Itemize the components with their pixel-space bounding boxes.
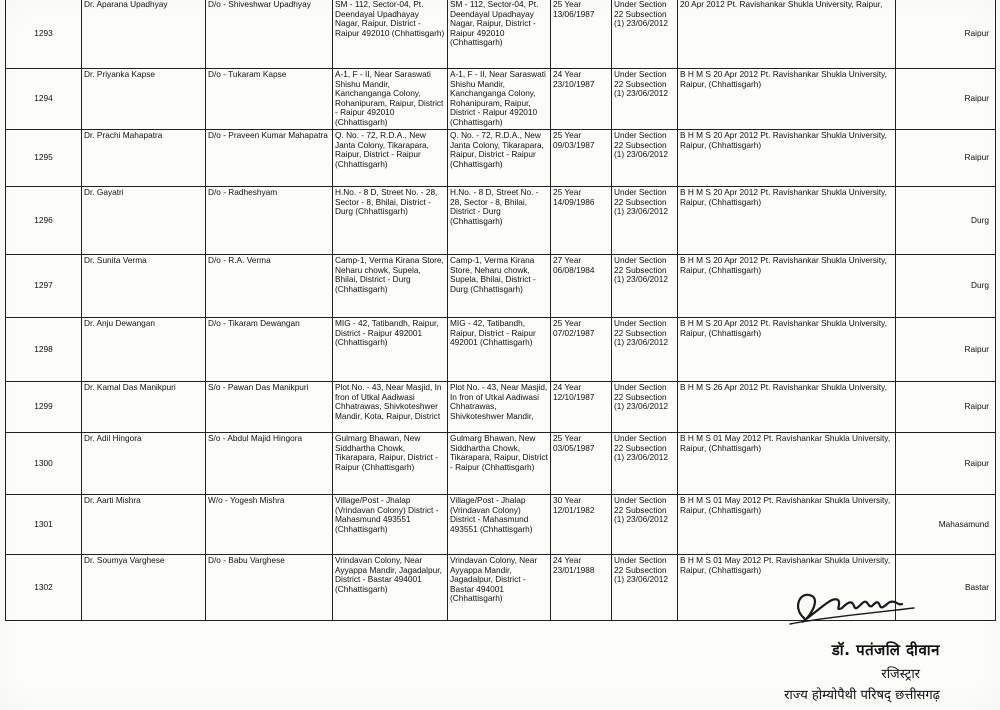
doctor-name-cell: Dr. Prachi Mahapatra <box>82 130 206 187</box>
permanent-address-cell: Camp-1, Verma Kirana Store, Neharu chowk, Supela, Bhilai, District - Durg (Chhattisgarh) <box>333 255 448 318</box>
age-and-dob-cell: 25 Year 03/05/1987 <box>551 433 612 495</box>
qualification-cell: B H M S 01 May 2012 Pt. Ravishankar Shukla University, Raipur, (Chhattisgarh) <box>678 495 896 555</box>
district-cell: Durg <box>896 255 996 318</box>
correspondence-address-cell: SM - 112, Sector-04, Pt. Deendayal Upadhayay Nagar, Raipur, District - Raipur 492010 (Chhattisgarh) <box>448 0 551 69</box>
permanent-address-cell: Q. No. - 72, R.D.A., New Janta Colony, Tikarapara, Raipur, District - Raipur (Chhattisgarh) <box>333 130 448 187</box>
registration-section-cell: Under Section 22 Subsection (1) 23/06/2012 <box>612 0 678 69</box>
qualification-cell: B H M S 20 Apr 2012 Pt. Ravishankar Shukla University, Raipur, (Chhattisgarh) <box>678 318 896 382</box>
correspondence-address-cell: A-1, F - II, Near Saraswati Shishu Mandir, Kanchanganga Colony, Rohanipuram, Raipur, District - Raipur 492010 (Chhattisgarh) <box>448 69 551 130</box>
signatory-name: डॉ. पतंजलि दीवान <box>831 641 940 659</box>
doctor-name-cell: Dr. Aparana Upadhyay <box>82 0 206 69</box>
parent-spouse-name-cell: W/o - Yogesh Mishra <box>206 495 333 555</box>
parent-spouse-name-cell: D/o - Praveen Kumar Mahapatra <box>206 130 333 187</box>
age-and-dob-cell: 30 Year 12/01/1982 <box>551 495 612 555</box>
doctor-name-cell: Dr. Priyanka Kapse <box>82 69 206 130</box>
qualification-cell: B H M S 01 May 2012 Pt. Ravishankar Shukla University, Raipur, (Chhattisgarh) <box>678 555 896 621</box>
district-cell: Bastar <box>896 555 996 621</box>
permanent-address-cell: Village/Post - Jhalap (Vrindavan Colony) District - Mahasmund 493551 (Chhattisgarh) <box>333 495 448 555</box>
row-number-cell: 1293 <box>6 0 82 69</box>
district-cell: Raipur <box>896 0 996 69</box>
qualification-cell: B H M S 20 Apr 2012 Pt. Ravishankar Shukla University, Raipur, (Chhattisgarh) <box>678 187 896 255</box>
row-number-cell: 1297 <box>6 255 82 318</box>
table-row <box>6 318 996 382</box>
correspondence-address-cell: H.No. - 8 D, Street No. - 28, Sector - 8, Bhilai, District - Durg (Chhattisgarh) <box>448 187 551 255</box>
registration-section-cell: Under Section 22 Subsection (1) 23/06/2012 <box>612 130 678 187</box>
district-cell: Raipur <box>896 318 996 382</box>
permanent-address-cell: Gulmarg Bhawan, New Siddhartha Chowk, Tikarapara, Raipur, District - Raipur (Chhattisgarh) <box>333 433 448 495</box>
qualification-cell: 20 Apr 2012 Pt. Ravishankar Shukla University, Raipur, <box>678 0 896 69</box>
parent-spouse-name-cell: D/o - Babu Varghese <box>206 555 333 621</box>
registration-section-cell: Under Section 22 Subsection (1) 23/06/2012 <box>612 382 678 433</box>
doctor-name-cell: Dr. Soumya Varghese <box>82 555 206 621</box>
table-row <box>6 69 996 130</box>
row-number-cell: 1296 <box>6 187 82 255</box>
row-number-cell: 1300 <box>6 433 82 495</box>
doctor-name-cell: Dr. Aarti Mishra <box>82 495 206 555</box>
permanent-address-cell: SM - 112, Sector-04, Pt. Deendayal Upadhayay Nagar, Raipur, District - Raipur 492010 (Chhattisgarh) <box>333 0 448 69</box>
parent-spouse-name-cell: S/o - Abdul Majid Hingora <box>206 433 333 495</box>
permanent-address-cell: MIG - 42, Tatibandh, Raipur, District - Raipur 492001 (Chhattisgarh) <box>333 318 448 382</box>
table-row <box>6 130 996 187</box>
permanent-address-cell: Vrindavan Colony, Near Ayyappa Mandir, Jagadalpur, District - Bastar 494001 (Chhattisgarh) <box>333 555 448 621</box>
correspondence-address-cell: Q. No. - 72, R.D.A., New Janta Colony, Tikarapara, Raipur, District - Raipur (Chhattisgarh) <box>448 130 551 187</box>
parent-spouse-name-cell: D/o - Tukaram Kapse <box>206 69 333 130</box>
correspondence-address-cell: Gulmarg Bhawan, New Siddhartha Chowk, Tikarapara, Raipur, District - Raipur (Chhattisgarh) <box>448 433 551 495</box>
table-row <box>6 495 996 555</box>
parent-spouse-name-cell: D/o - R.A. Verma <box>206 255 333 318</box>
qualification-cell: B H M S 20 Apr 2012 Pt. Ravishankar Shukla University, Raipur, (Chhattisgarh) <box>678 130 896 187</box>
table-row <box>6 187 996 255</box>
signatory-designation: रजिस्ट्रार <box>881 667 920 682</box>
permanent-address-cell: H.No. - 8 D, Street No. - 28, Sector - 8, Bhilai, District - Durg (Chhattisgarh) <box>333 187 448 255</box>
permanent-address-cell: A-1, F - II, Near Saraswati Shishu Mandir, Kanchanganga Colony, Rohanipuram, Raipur, District - Raipur 492010 (Chhattisgarh) <box>333 69 448 130</box>
parent-spouse-name-cell: D/o - Tikaram Dewangan <box>206 318 333 382</box>
age-and-dob-cell: 25 Year 14/09/1986 <box>551 187 612 255</box>
qualification-cell: B H M S 26 Apr 2012 Pt. Ravishankar Shukla University, <box>678 382 896 433</box>
row-number-cell: 1302 <box>6 555 82 621</box>
correspondence-address-cell: Plot No. - 43, Near Masjid, In fron of Utkal Aadiwasi Chhatrawas, Shivkoteshwer Mandir, <box>448 382 551 433</box>
correspondence-address-cell: Camp-1, Verma Kirana Store, Neharu chowk, Supela, Bhilai, District - Durg (Chhattisgarh) <box>448 255 551 318</box>
district-cell: Mahasamund <box>896 495 996 555</box>
registration-section-cell: Under Section 22 Subsection (1) 23/06/2012 <box>612 318 678 382</box>
age-and-dob-cell: 24 Year 23/10/1987 <box>551 69 612 130</box>
registration-section-cell: Under Section 22 Subsection (1) 23/06/2012 <box>612 69 678 130</box>
qualification-cell: B H M S 20 Apr 2012 Pt. Ravishankar Shukla University, Raipur, (Chhattisgarh) <box>678 255 896 318</box>
table-row <box>6 0 996 69</box>
signature-block <box>784 640 940 703</box>
parent-spouse-name-cell: S/o - Pawan Das Manikpuri <box>206 382 333 433</box>
district-cell: Raipur <box>896 69 996 130</box>
registration-section-cell: Under Section 22 Subsection (1) 23/06/2012 <box>612 187 678 255</box>
qualification-cell: B H M S 20 Apr 2012 Pt. Ravishankar Shukla University, Raipur, (Chhattisgarh) <box>678 69 896 130</box>
district-cell: Durg <box>896 187 996 255</box>
doctor-name-cell: Dr. Kamal Das Manikpuri <box>82 382 206 433</box>
age-and-dob-cell: 25 Year 13/06/1987 <box>551 0 612 69</box>
permanent-address-cell: Plot No. - 43, Near Masjid, In fron of Utkal Aadiwasi Chhatrawas, Shivkoteshwer Mandir, Kota, Raipur, District <box>333 382 448 433</box>
doctor-name-cell: Dr. Gayatri <box>82 187 206 255</box>
district-cell: Raipur <box>896 130 996 187</box>
doctor-name-cell: Dr. Adil Hingora <box>82 433 206 495</box>
qualification-cell: B H M S 01 May 2012 Pt. Ravishankar Shukla University, Raipur, (Chhattisgarh) <box>678 433 896 495</box>
table-body <box>6 0 996 621</box>
registration-section-cell: Under Section 22 Subsection (1) 23/06/2012 <box>612 433 678 495</box>
row-number-cell: 1298 <box>6 318 82 382</box>
district-cell: Raipur <box>896 433 996 495</box>
row-number-cell: 1299 <box>6 382 82 433</box>
age-and-dob-cell: 27 Year 06/08/1984 <box>551 255 612 318</box>
row-number-cell: 1294 <box>6 69 82 130</box>
row-number-cell: 1295 <box>6 130 82 187</box>
district-cell: Raipur <box>896 382 996 433</box>
signatory-organization: राज्य होम्योपैथी परिषद् छत्तीसगढ़ <box>784 688 940 703</box>
registration-section-cell: Under Section 22 Subsection (1) 23/06/2012 <box>612 555 678 621</box>
doctor-name-cell: Dr. Sunita Verma <box>82 255 206 318</box>
registration-section-cell: Under Section 22 Subsection (1) 23/06/2012 <box>612 495 678 555</box>
parent-spouse-name-cell: D/o - Radheshyam <box>206 187 333 255</box>
table-row <box>6 255 996 318</box>
doctor-name-cell: Dr. Anju Dewangan <box>82 318 206 382</box>
correspondence-address-cell: Vrindavan Colony, Near Ayyappa Mandir, Jagadalpur, District - Bastar 494001 (Chhattisgarh) <box>448 555 551 621</box>
registration-table <box>5 0 996 621</box>
row-number-cell: 1301 <box>6 495 82 555</box>
age-and-dob-cell: 25 Year 09/03/1987 <box>551 130 612 187</box>
handwritten-signature <box>782 578 922 630</box>
correspondence-address-cell: MIG - 42, Tatibandh, Raipur, District - Raipur 492001 (Chhattisgarh) <box>448 318 551 382</box>
table-row <box>6 433 996 495</box>
correspondence-address-cell: Village/Post - Jhalap (Vrindavan Colony) District - Mahasmund 493551 (Chhattisgarh) <box>448 495 551 555</box>
table-row <box>6 382 996 433</box>
age-and-dob-cell: 24 Year 12/10/1987 <box>551 382 612 433</box>
age-and-dob-cell: 24 Year 23/01/1988 <box>551 555 612 621</box>
parent-spouse-name-cell: D/o - Shiveshwar Upadhyay <box>206 0 333 69</box>
registration-section-cell: Under Section 22 Subsection (1) 23/06/2012 <box>612 255 678 318</box>
age-and-dob-cell: 25 Year 07/02/1987 <box>551 318 612 382</box>
